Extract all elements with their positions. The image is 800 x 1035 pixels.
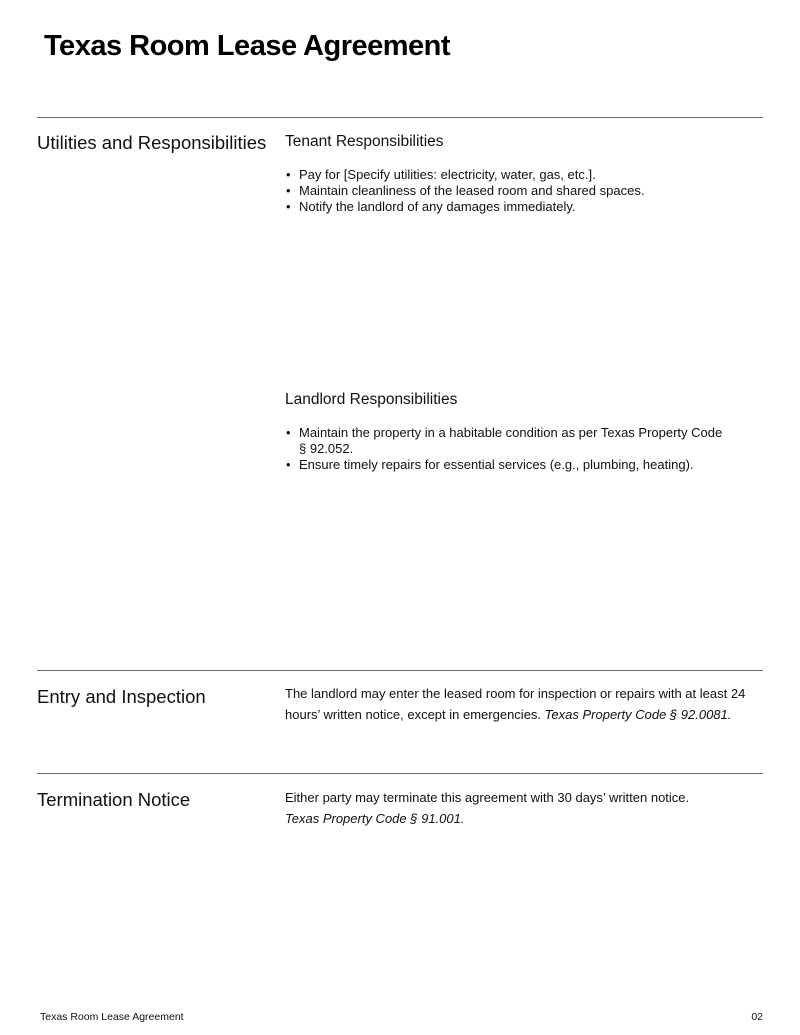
entry-heading: Entry and Inspection bbox=[37, 686, 206, 707]
section-divider bbox=[37, 773, 763, 774]
tenant-responsibilities-heading: Tenant Responsibilities bbox=[285, 133, 444, 150]
termination-text: Either party may terminate this agreement with 30 days’ written notice. bbox=[285, 790, 690, 805]
list-item: • Notify the landlord of any damages immediately. bbox=[285, 199, 745, 215]
utilities-heading: Utilities and Responsibilities bbox=[37, 132, 267, 153]
list-item: • Pay for [Specify utilities: electricity, water, gas, etc.]. bbox=[285, 167, 745, 183]
entry-citation: Texas Property Code § 92.0081. bbox=[544, 707, 732, 722]
termination-paragraph bbox=[285, 787, 765, 829]
document-title: Texas Room Lease Agreement bbox=[44, 30, 451, 62]
termination-citation: Texas Property Code § 91.001. bbox=[285, 811, 465, 826]
section-divider bbox=[37, 670, 763, 671]
landlord-responsibilities-list bbox=[285, 425, 730, 473]
list-item: • Maintain cleanliness of the leased room and shared spaces. bbox=[285, 183, 745, 199]
tenant-responsibilities-list bbox=[285, 167, 745, 215]
termination-heading: Termination Notice bbox=[37, 789, 191, 810]
section-divider bbox=[37, 117, 763, 118]
page-number: 02 bbox=[751, 1011, 763, 1023]
entry-paragraph bbox=[285, 683, 765, 725]
landlord-responsibilities-heading: Landlord Responsibilities bbox=[285, 391, 458, 408]
list-item: • Maintain the property in a habitable condition as per Texas Property Code § 92.052. bbox=[285, 425, 730, 457]
entry-text: The landlord may enter the leased room for inspection or repairs with at least 24 hours’ written notice, except in emergencies. bbox=[285, 686, 746, 722]
list-item: • Ensure timely repairs for essential services (e.g., plumbing, heating). bbox=[285, 457, 730, 473]
footer-title: Texas Room Lease Agreement bbox=[40, 1011, 184, 1023]
